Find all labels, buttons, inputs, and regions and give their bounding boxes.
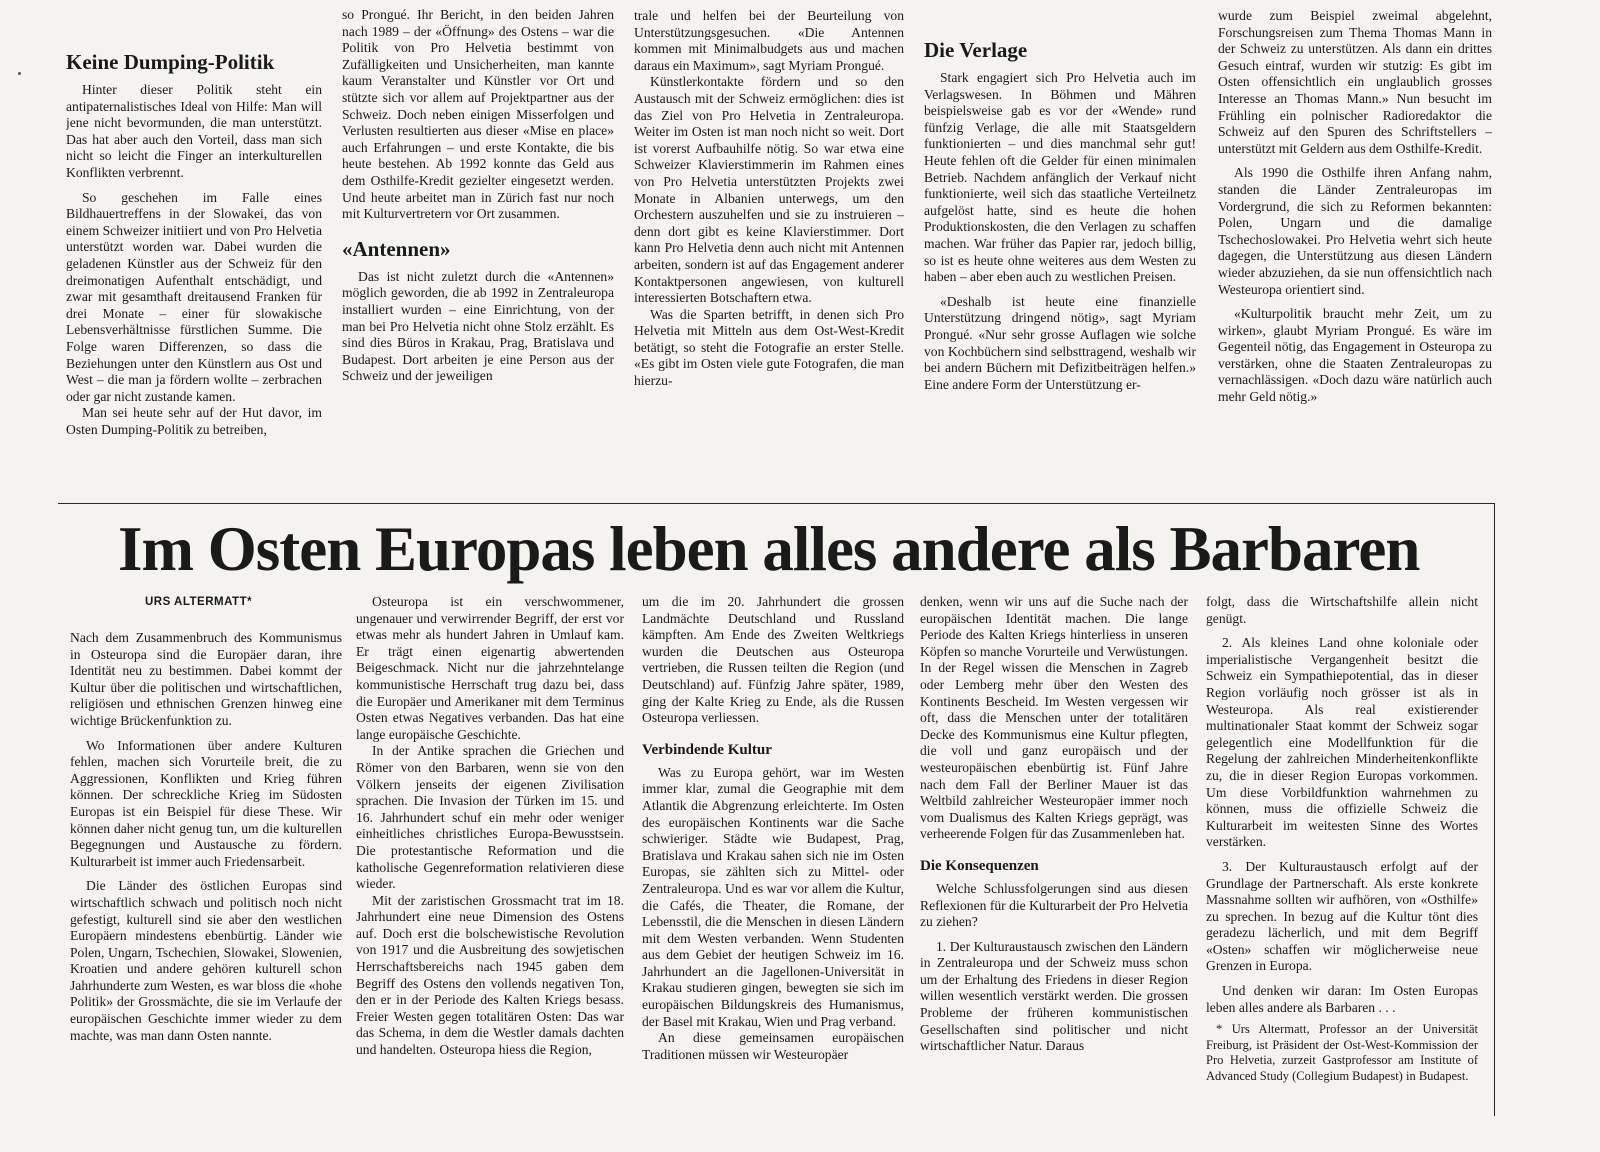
paragraph: Nach dem Zusammenbruch des Kommunismus in Osteuropa sind die Europäer daran, ihre Identität neu zu bestimmen. Dabei kommt der Kultur über die politischen und wirtschaftlichen, religiösen und ethnischen Grenzen hinweg eine wichtige Brückenfunktion zu. [70, 630, 342, 728]
subheading-antennen: «Antennen» [342, 236, 451, 261]
paragraph: Künstlerkontakte fördern und so den Austausch mit der Schweiz ermöglichen: dies ist das Ziel von Pro Helvetia in Zentraleuropa. Weiter im Osten ist man noch nicht so weit. Dort ist vorerst Aufbauhilfe nötig. So war etwa eine Schweizer Klavierstimmerin im Rahmen eines von Pro Helvetia unterstützten Projekts zwei Monate in Albanien unterwegs, um den Orchestern auszuhelfen und sie zu instruieren – denn dort gibt es keine Klavierstimmer. Dort kann Pro Helvetia denn auch nicht mit Antennen arbeiten, sondern ist auf das Engagement anderer Kontaktpersonen angewiesen, von kulturell interessierten Botschaftern etwa. [634, 74, 904, 306]
paragraph: Als 1990 die Osthilfe ihren Anfang nahm, standen die Länder Zentraleuropas im Vordergrund, die sich zu Reformen bekannten: Polen, Ungarn und die damalige Tschechoslowakei. Pro Helvetia wehrt sich heute dagegen, die Unterstützung aus diesen Ländern wieder abzuziehen, da sie nun offensichtlich nach Westeuropa orientiert sind. [1218, 165, 1492, 297]
top-column-2 [342, 8, 614, 468]
article-column-1 [70, 630, 342, 1152]
paragraph: folgt, dass die Wirtschaftshilfe allein nicht genügt. [1206, 594, 1478, 626]
article-column-2 [356, 594, 624, 1116]
paragraph: «Kulturpolitik braucht mehr Zeit, um zu wirken», glaubt Myriam Prongué. Es wäre im Gegenteil nötig, das Engagement in Osteuropa zu verstärken, ohne die Staaten Zentraleuropas zu vernachlässigen. «Doch dazu wäre natürlich auch mehr Geld nötig.» [1218, 306, 1492, 405]
article-column-3 [642, 594, 904, 1116]
paragraph: 1. Der Kulturaustausch zwischen den Ländern in Zentraleuropa und der Schweiz muss schon um der Erhaltung des Friedens in dieser Region willen wesentlich verstärkt werden. Die grossen Probleme der früheren kommunistischen Gesellschaften sind politischer und nicht wirtschaftlicher Natur. Daraus [920, 938, 1188, 1054]
article-headline: Im Osten Europas leben alles andere als Barbaren [118, 514, 1420, 584]
paragraph: 3. Der Kulturaustausch erfolgt auf der Grundlage der Partnerschaft. Als erste konkrete Massnahme sollten wir aufhören, von «Osthilfe» zu sprechen. In bezug auf die Kultur tönt dies geradezu lächerlich, und mit dem Begriff «Osten» schaffen wir möglicherweise neue Grenzen in Europa. [1206, 858, 1478, 974]
article-column-5 [1206, 594, 1478, 1116]
paragraph: denken, wenn wir uns auf die Suche nach der europäischen Identität machen. Die lange Periode des Kalten Kriegs hinterliess in unseren Köpfen so manche Vorurteile und Verwüstungen. In der Regel wissen die Menschen in Zagreb oder Lemberg mehr über den Westen des Kontinents Bescheid. Im Westen vergessen wir oft, dass die Menschen unter der totalitären Decke des Kommunismus eine Kultur pflegten, die voll und ganz europäisch und der westeuropäischen ebenbürtig ist. Fünf Jahre nach dem Fall der Berliner Mauer ist das Weltbild zahlreicher Westeuropäer immer noch vom Dualismus des Kalten Kriegs geprägt, was verheerende Folgen für das Zusammenleben hat. [920, 594, 1188, 842]
paragraph: Welche Schlussfolgerungen sind aus diesen Reflexionen für die Kulturarbeit der Pro Helvetia zu ziehen? [920, 880, 1188, 930]
paragraph: Was die Sparten betrifft, in denen sich Pro Helvetia mit Mitteln aus dem Ost-West-Kredit betätigt, so steht die Fotografie an erster Stelle. «Es gibt im Osten viele gute Fotografen, die man hierzu- [634, 306, 904, 389]
paragraph: Man sei heute sehr auf der Hut davor, im Osten Dumping-Politik zu betreiben, [66, 405, 322, 437]
paragraph: trale und helfen bei der Beurteilung von Unterstützungsgesuchen. «Die Antennen kommen mit Minimalbudgets aus und machen daraus ein Maximum», sagt Myriam Prongué. [634, 8, 904, 73]
paragraph: In der Antike sprachen die Griechen und Römer von den Barbaren, wenn sie von den Völkern jenseits der eigenen Zivilisation sprachen. Die Invasion der Türken im 15. und 16. Jahrhundert schuf ein mehr oder weniger einheitliches christliches Europa-Bewusstsein. Die protestantische Reformation und die katholische Gegenreformation relativieren diese wieder. [356, 743, 624, 892]
paragraph: wurde zum Beispiel zweimal abgelehnt, Forschungsreisen zum Thema Thomas Mann in der Schweiz zu unterstützen. Als dann ein drittes Gesuch eintraf, wurden wir stutzig: Es gibt im Osten offensichtlich ein unglaublich grosses Interesse an Thomas Mann.» Nun besucht im Frühling ein polnischer Radioredaktor die Schweiz auf den Spuren des Schriftstellers – unterstützt mit Geldern aus dem Osthilfe-Kredit. [1218, 8, 1492, 156]
paragraph: Das ist nicht zuletzt durch die «Antennen» möglich geworden, die ab 1992 in Zentraleuropa installiert wurden – eine Einrichtung, von der man bei Pro Helvetia nicht ohne Stolz erzählt. Es sind dies Büros in Krakau, Prag, Bratislava und Budapest. Dort arbeiten je eine Person aus der Schweiz und der jeweiligen [342, 268, 614, 384]
paragraph: so Prongué. Ihr Bericht, in den beiden Jahren nach 1989 – der «Öffnung» des Ostens – war die Politik von Pro Helvetia bestimmt von Zufälligkeiten und Unsicherheiten, man kannte kaum Veranstalter und Künstler vor Ort und stützte sich vor allem auf Projektpartner aus der Schweiz. Doch neben einigen Misserfolgen und Verlusten resultierten aus dieser «Mise en place» auch Erfahrungen – und erste Kontakte, die bis heute bestehen. Ab 1992 konnte das Geld aus dem Osthilfe-Kredit gezielter eingesetzt werden. Und heute arbeitet man in Zürich fast nur noch mit Kulturvertretern vor Ort zusammen. [342, 8, 614, 222]
subheading-verbindende-kultur: Verbindende Kultur [642, 741, 772, 758]
paragraph: An diese gemeinsamen europäischen Traditionen müssen wir Westeuropäer [642, 1030, 904, 1062]
top-column-3 [634, 8, 904, 468]
author-byline: URS ALTERMATT* [145, 596, 253, 608]
paragraph: Was zu Europa gehört, war im Westen immer klar, zumal die Geographie mit dem Atlantik die Abgrenzung erleichterte. Im Osten des europäischen Kontinents war die Sache schwieriger. Städte wie Budapest, Prag, Bratislava und Krakau sahen sich nie im Osten Europas, sie zählten sich zu Mittel- oder Zentraleuropa. Und es war vor allem die Kultur, die Cafés, die Theater, die Romane, der Lebensstil, die die Menschen in diesen Ländern mit dem Westen verbanden. Wenn Studenten aus dem Gebiet der heutigen Schweiz im 16. Jahrhundert an die Jagellonen-Universität in Krakau studieren gingen, bewegten sie sich im europäischen Bildungskreis des Humanismus, der Basel mit Krakau, Wien und Prag verband. [642, 764, 904, 1029]
paragraph: Mit der zaristischen Grossmacht trat im 18. Jahrhundert eine neue Dimension des Ostens auf. Doch erst die bolschewistische Revolution von 1917 und die Ausbreitung des sowjetischen Herrschaftsbereichs nach 1945 gaben dem Begriff des Ostens den vollends negativen Ton, den er in der Periode des Kalten Kriegs besass. Freier Westen gegen totalitären Osten: Das war das Schema, in dem die Westler damals dachten und handelten. Osteuropa hiess die Region, [356, 892, 624, 1058]
paragraph: Hinter dieser Politik steht ein antipaternalistisches Ideal von Hilfe: Man will jene nicht bevormunden, die man unterstützt. Das hat aber auch den Vorteil, dass man sich nicht so leicht die Finger an interkulturellen Konflikten verbrennt. [66, 82, 322, 180]
paragraph: «Deshalb ist heute eine finanzielle Unterstützung dringend nötig», sagt Myriam Prongué. «Nur sehr grosse Auflagen wie solche von Kochbüchern sind selbsttragend, weshalb wir bei andern Büchern mit Defizitbeiträgen helfen.» Eine andere Form der Unterstützung er- [924, 293, 1196, 392]
paragraph: Wo Informationen über andere Kulturen fehlen, machen sich Vorurteile breit, die zu Aggressionen, Konflikten und Krieg führen können. Der schreckliche Krieg im Südosten Europas ist ein Beispiel für diese These. Wir können daher nicht genug tun, um die kulturellen Begegnungen und Austausche zu fördern. Kulturarbeit ist immer auch Friedensarbeit. [70, 737, 342, 869]
paragraph: Die Länder des östlichen Europas sind wirtschaftlich schwach und politisch noch nicht gefestigt, kulturell sind sie aber den westlichen Europäern mindestens ebenbürtig. Länder wie Polen, Ungarn, Tschechien, Slowakei, Slowenien, Kroatien und andere gehören kulturell schon Jahrhunderte zum Westen, es war bloss die «hohe Politik» der Grossmächte, die sie im Verlaufe der europäischen Geschichte immer wieder zu dem machte, was man dann Osten nannte. [70, 878, 342, 1043]
top-column-4 [924, 8, 1196, 468]
paragraph: Osteuropa ist ein verschwommener, ungenauer und verwirrender Begriff, der erst vor etwas mehr als hundert Jahren in Umlauf kam. Er trägt einen eigenartig abwertenden Beigeschmack. Nicht nur die jahrzehntelange kommunistische Herrschaft trug dazu bei, dass die Europäer und Amerikaner mit dem Terminus Osten etwas Negatives verbanden. Das hat eine lange europäische Geschichte. [356, 594, 624, 742]
subheading-die-konsequenzen: Die Konsequenzen [920, 857, 1039, 874]
paragraph: So geschehen im Falle eines Bildhauertreffens in der Slowakei, das von einem Schweizer initiiert und von Pro Helvetia unterstützt worden war. Dabei wurden die geladenen Künstler aus der Schweiz für den dreimonatigen Aufenthalt entschädigt, und zwar mit gesamthaft dreitausend Franken für drei Monate – einer für slowakische Lebensverhältnisse fürstlichen Summe. Die Folge waren Differenzen, so dass die Beziehungen unter den Künstlern aus Ost und West – die man ja fördern wollte – zerbrachen oder gar nicht zustande kamen. [66, 189, 322, 404]
article-column-4 [920, 594, 1188, 1116]
author-footnote: * Urs Altermatt, Professor an der Universität Freiburg, ist Präsident der Ost-West-Kommission der Pro Helvetia, zurzeit Gastprofessor am Institute of Advanced Study (Collegium Budapest) in Budapest. [1206, 1022, 1478, 1083]
top-column-5 [1218, 8, 1492, 468]
paragraph: Stark engagiert sich Pro Helvetia auch im Verlagswesen. In Böhmen und Mähren beispielsweise gab es vor der «Wende» rund fünfzig Verlage, die alle mit Staatsgeldern funktionierten – und dies manchmal sehr gut! Heute fehlen oft die Gelder für einen minimalen Betrieb. Nachdem anfänglich der Verkauf nicht funktionierte, weil sich das staatliche Verteilnetz aufgelöst hatte, sind es heute die hohen Produktionskosten, die den Verlagen zu schaffen machen. War früher das Papier rar, jedoch billig, so ist es heute ohne weiteres aus dem Westen zu haben – aber eben auch zu westlichen Preisen. [924, 70, 1196, 285]
paragraph: Und denken wir daran: Im Osten Europas leben alles andere als Barbaren . . . [1206, 983, 1478, 1015]
subheading-keine-dumping-politik: Keine Dumping-Politik [66, 50, 275, 74]
paragraph: 2. Als kleines Land ohne koloniale oder imperialistische Vergangenheit besitzt die Schweiz ein Sympathiepotential, das in dieser Region vorläufig noch grösser ist als in Westeuropa. Als real existierender multinationaler Staat kommt der Schweiz sogar gelegentlich eine Modellfunktion für die Regelung der zahlreichen Minderheitenkonflikte zu, die in dieser Region Europas vorkommen. Um diese Vorbildfunktion wahrnehmen zu können, muss die offizielle Schweiz die Kulturarbeit im weitesten Sinne des Wortes verstärken. [1206, 635, 1478, 850]
scan-speck [18, 72, 21, 75]
subheading-die-verlage: Die Verlage [924, 38, 1028, 62]
top-column-1 [66, 8, 322, 468]
paragraph: um die im 20. Jahrhundert die grossen Landmächte Deutschland und Russland kämpften. Am Ende des Zweiten Weltkriegs wurden die Deutschen aus Osteuropa vertrieben, die Russen teilten die Region (und Deutschland) auf. Fünfzig Jahre später, 1989, ging der Kalte Krieg zu Ende, als die Russen Osteuropa verliessen. [642, 594, 904, 726]
